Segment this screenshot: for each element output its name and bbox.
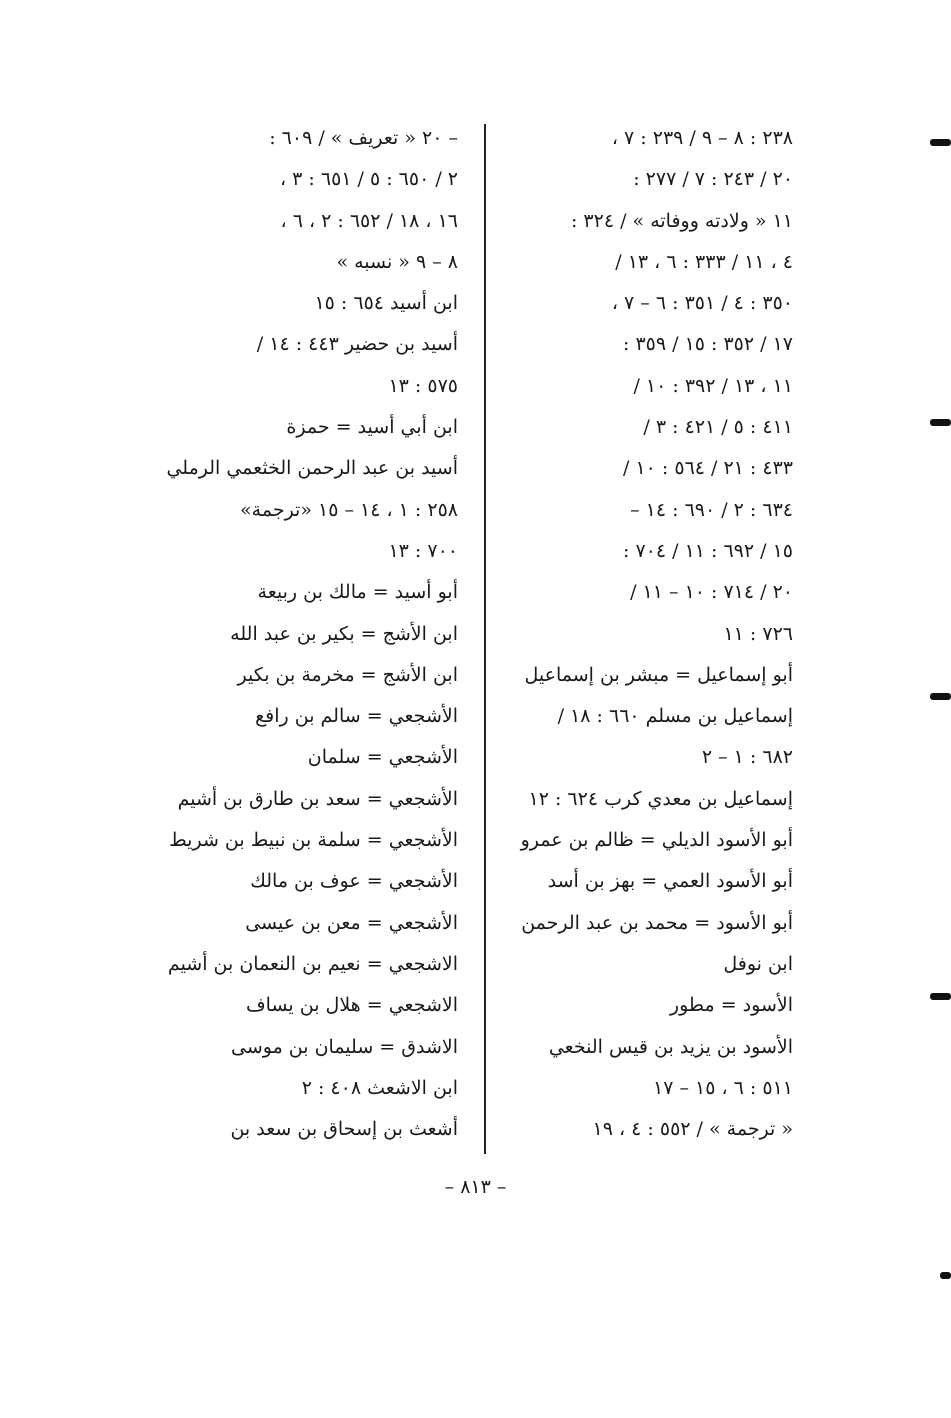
- index-line: ٢٠ / ٧١٤ : ١٠ – ١١ /: [630, 581, 793, 604]
- index-line: ابن الاشعث ٤٠٨ : ٢: [301, 1076, 458, 1099]
- index-column-left: [155, 118, 458, 1150]
- index-line: ٧٢٦ : ١١: [723, 622, 793, 645]
- index-line: ٢ / ٦٥٠ : ٥ / ٦٥١ : ٣ ،: [279, 168, 458, 191]
- index-line: ابن أبي أسيد = حمزة: [286, 416, 458, 439]
- index-line: ١١ « ولادته ووفاته » / ٣٢٤ :: [570, 209, 793, 232]
- index-line: أبو إسماعيل = مبشر بن إسماعيل: [524, 663, 793, 686]
- index-line: الأشجعي = معن بن عيسى: [245, 911, 458, 934]
- index-line: إسماعيل بن مسلم ٦٦٠ : ١٨ /: [557, 705, 793, 728]
- index-line: ٤٣٣ : ٢١ / ٥٦٤ : ١٠ /: [623, 457, 793, 480]
- index-line: أبو الأسود = محمد بن عبد الرحمن: [521, 911, 793, 934]
- index-line: ٣٥٠ : ٤ / ٣٥١ : ٦ – ٧ ،: [611, 292, 793, 315]
- column-divider: [484, 124, 486, 1154]
- index-line: ابن الأشج = مخرمة بن بكير: [237, 663, 458, 686]
- page-number: – ٨١٣ –: [444, 1176, 507, 1198]
- index-line: ٤١١ : ٥ / ٤٢١ : ٣ /: [643, 416, 793, 439]
- index-line: ٢٥٨ : ١ ، ١٤ – ١٥ «ترجمة»: [240, 498, 458, 521]
- index-line: « ترجمة » / ٥٥٢ : ٤ ، ١٩: [592, 1118, 793, 1141]
- index-line: الأشجعي = سلمان: [307, 746, 458, 769]
- index-line: ٧٠٠ : ١٣: [388, 539, 458, 562]
- index-line: ١٦ ، ١٨ / ٦٥٢ : ٢ ، ٦ ،: [280, 209, 458, 232]
- scan-edge-mark: [930, 693, 951, 700]
- index-line: الأشجعي = سعد بن طارق بن أشيم: [177, 787, 458, 810]
- index-line: ٥١١ : ٦ ، ١٥ – ١٧: [653, 1076, 793, 1099]
- index-line: ١١ ، ١٣ / ٣٩٢ : ١٠ /: [633, 374, 793, 397]
- index-line: الاشجعي = نعيم بن النعمان بن أشيم: [167, 952, 458, 975]
- index-line: الأشجعي = سالم بن رافع: [255, 705, 458, 728]
- index-line: إسماعيل بن معدي كرب ٦٢٤ : ١٢: [528, 787, 793, 810]
- index-line: الأشجعي = سلمة بن نبيط بن شريط: [169, 829, 458, 852]
- index-line: ٥٧٥ : ١٣: [388, 374, 458, 397]
- index-line: ٢٠ / ٢٤٣ : ٧ / ٢٧٧ :: [633, 168, 793, 191]
- index-line: أبو أسيد = مالك بن ربيعة: [257, 581, 458, 604]
- scan-edge-mark: [930, 993, 951, 1000]
- index-line: الاشجعي = هلال بن يساف: [245, 994, 458, 1017]
- index-line: ١٥ / ٦٩٢ : ١١ / ٧٠٤ :: [623, 539, 793, 562]
- index-line: أسيد بن حضير ٤٤٣ : ١٤ /: [256, 333, 458, 356]
- index-line: أبو الأسود الديلي = ظالم بن عمرو: [520, 829, 793, 852]
- index-line: ٤ ، ١١ / ٣٣٣ : ٦ ، ١٣ /: [615, 250, 793, 273]
- index-line: ابن نوفل: [723, 952, 793, 975]
- index-line: ٨ – ٩ « نسبه »: [336, 250, 458, 273]
- index-line: ٢٣٨ : ٨ – ٩ / ٢٣٩ : ٧ ،: [611, 127, 793, 149]
- scan-edge-mark: [930, 419, 951, 426]
- index-line: الأسود بن يزيد بن قيس النخعي: [548, 1035, 793, 1058]
- index-line: الأشجعي = عوف بن مالك: [250, 870, 458, 893]
- index-line: الاشدق = سليمان بن موسى: [231, 1035, 458, 1058]
- scan-edge-mark: [930, 139, 951, 146]
- index-line: أشعث بن إسحاق بن سعد بن: [230, 1118, 458, 1141]
- index-line: ١٧ / ٣٥٢ : ١٥ / ٣٥٩ :: [623, 333, 793, 356]
- index-column-right: [505, 118, 793, 1150]
- index-line: ابن أسيد ٦٥٤ : ١٥: [314, 292, 458, 315]
- index-line: أسيد بن عبد الرحمن الخثعمي الرملي: [166, 457, 458, 480]
- index-line: الأسود = مطور: [669, 994, 793, 1017]
- index-line: ٦٣٤ : ٢ / ٦٩٠ : ١٤ –: [630, 498, 793, 521]
- index-line: – ٢٠ « تعريف » / ٦٠٩ :: [269, 127, 458, 149]
- scan-edge-mark: [940, 1272, 951, 1279]
- index-line: ابن الأشج = بكير بن عبد الله: [230, 622, 458, 645]
- index-line: ٦٨٢ : ١ – ٢: [701, 746, 793, 769]
- index-line: أبو الأسود العمي = بهز بن أسد: [547, 870, 793, 893]
